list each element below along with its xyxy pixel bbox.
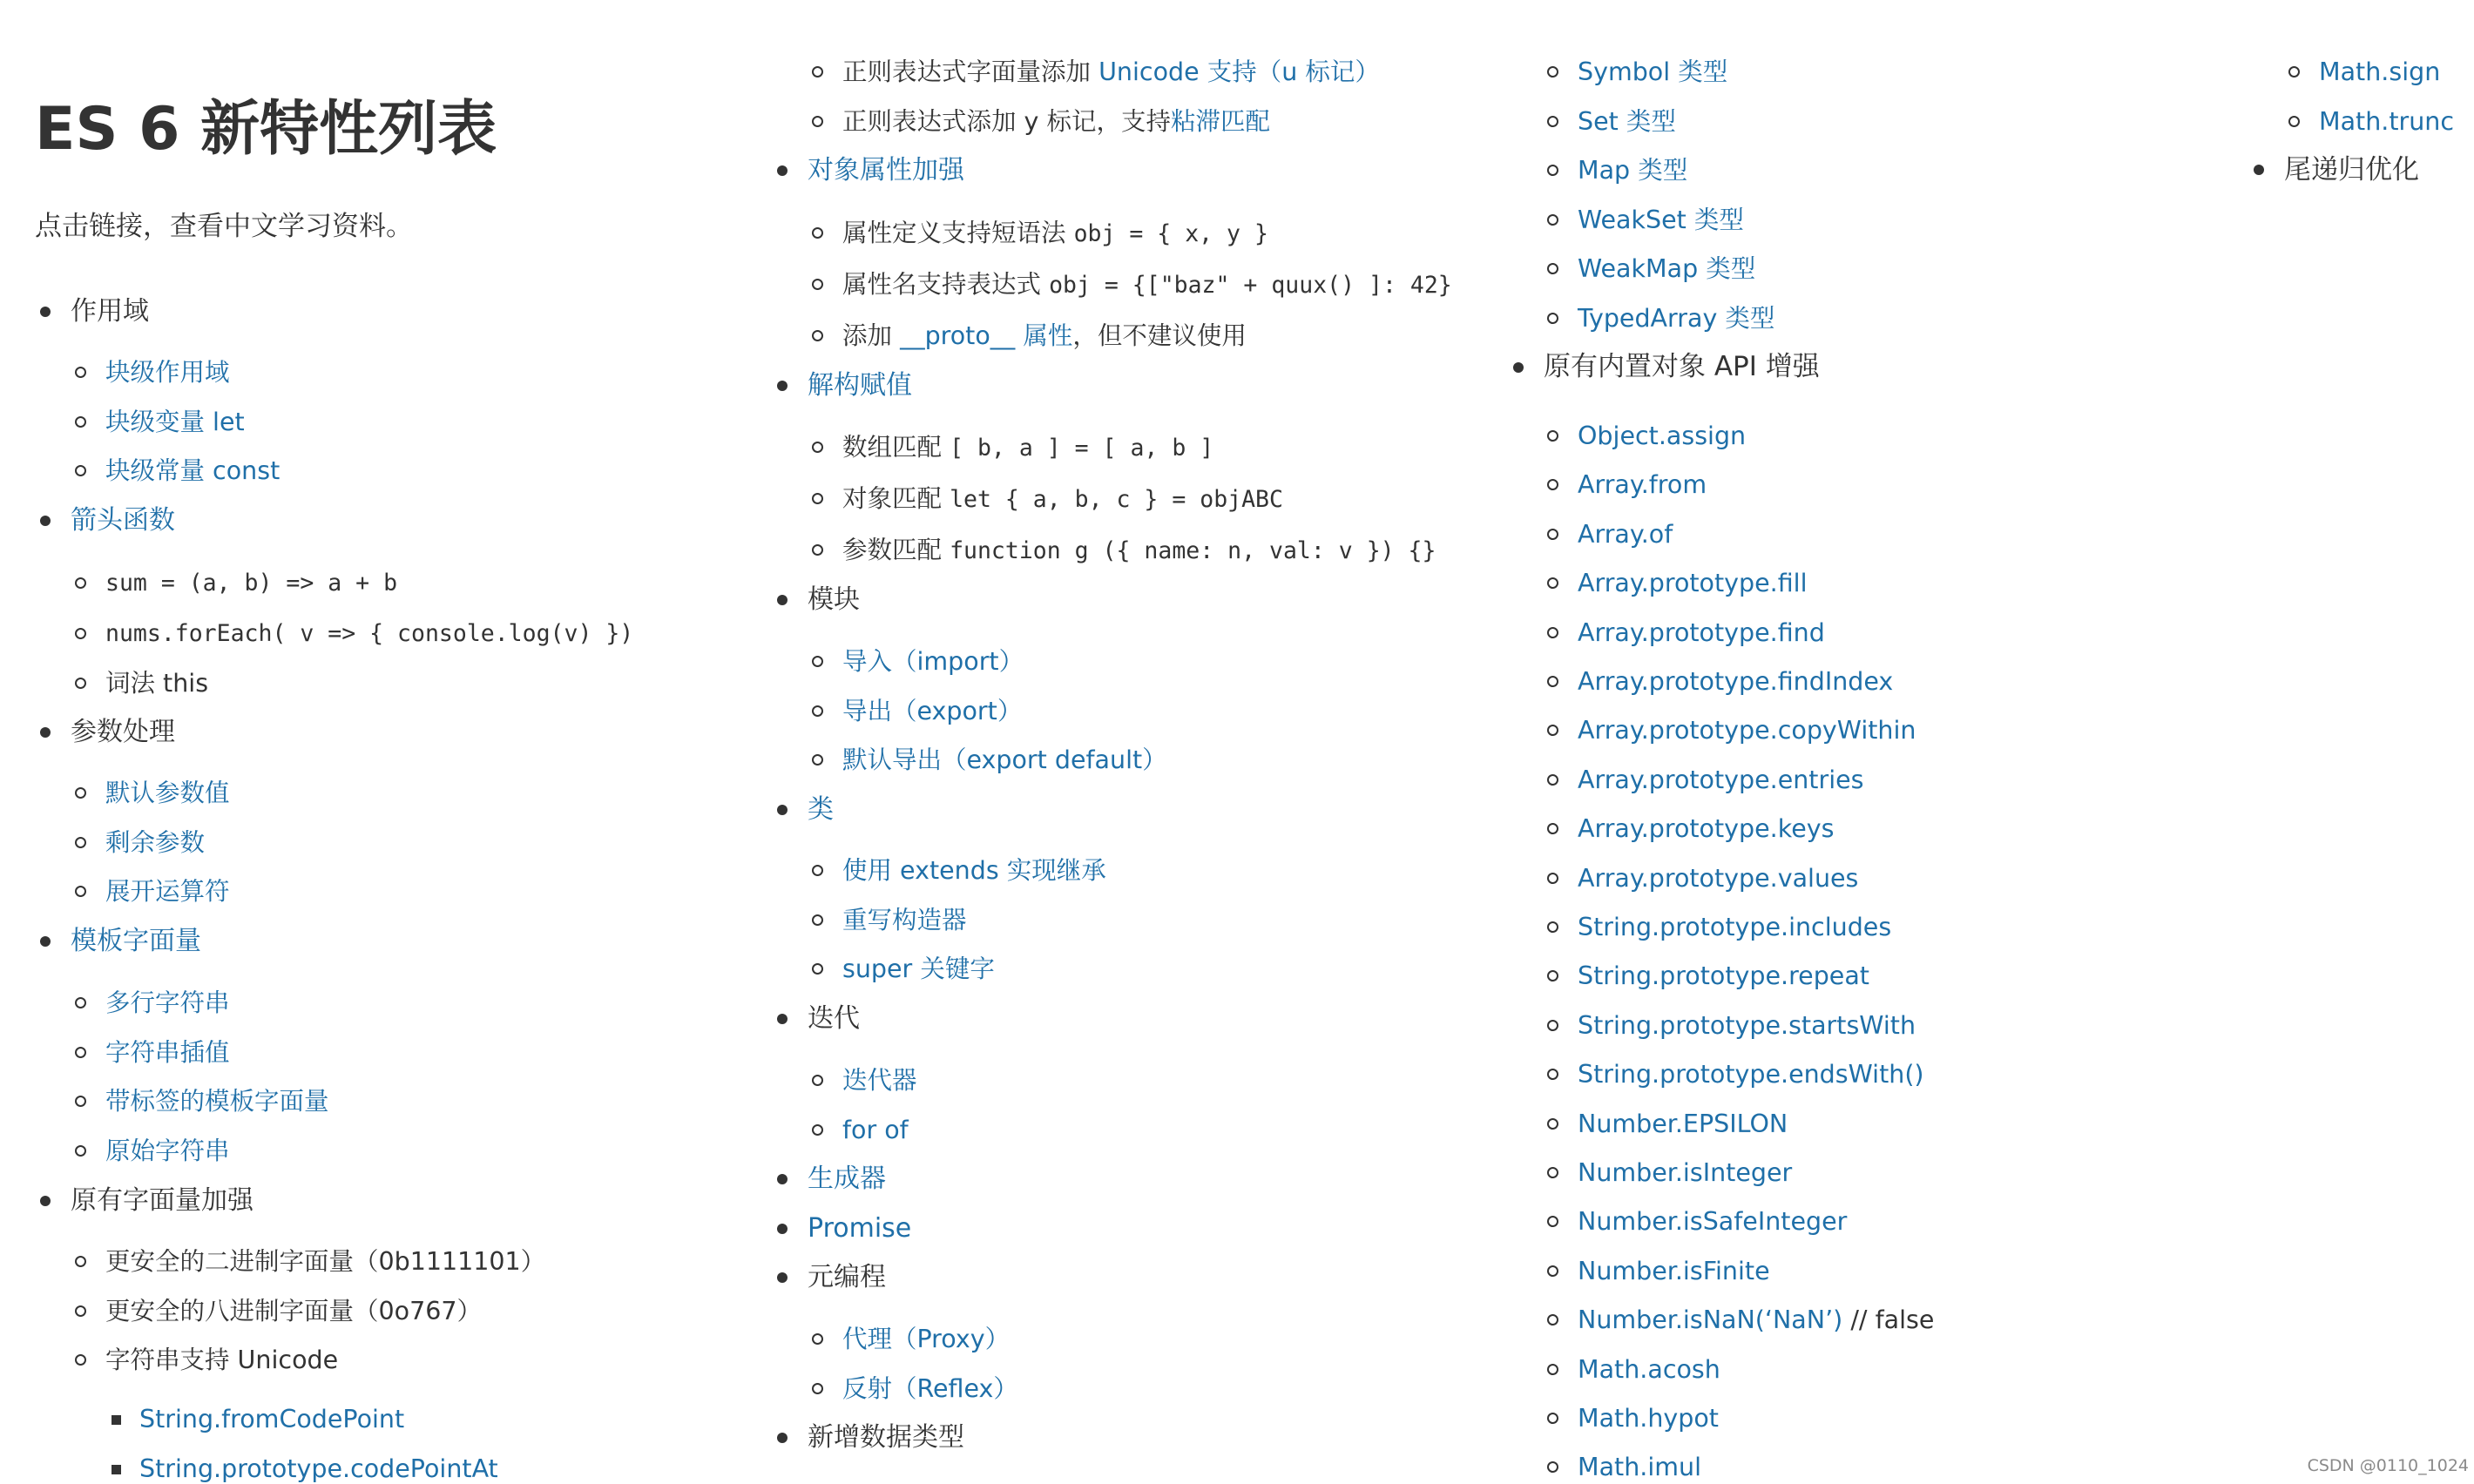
list-item-modules: 模块 [808, 584, 860, 615]
api-link[interactable]: Number.isInteger [1578, 1158, 1793, 1187]
api-link[interactable]: Object.assign [1578, 422, 1747, 450]
circle-bullet-icon [1547, 725, 1558, 736]
link-import[interactable]: 导入（import） [842, 647, 1024, 676]
circle-bullet-icon [1547, 577, 1558, 589]
link-code-point-at[interactable]: String.prototype.codePointAt [139, 1454, 498, 1483]
disc-bullet-icon [777, 805, 787, 815]
circle-bullet-icon [1547, 1265, 1558, 1277]
link-generator[interactable]: 生成器 [808, 1164, 886, 1194]
circle-bullet-icon [1547, 529, 1558, 540]
list-item-proto [842, 319, 1247, 354]
link-weakset[interactable]: WeakSet 类型 [1578, 206, 1744, 234]
list-item-regex-sticky [842, 105, 1270, 139]
circle-bullet-icon [75, 628, 86, 639]
disc-bullet-icon [40, 936, 51, 947]
circle-bullet-icon [812, 279, 823, 290]
list-item-builtin-enhance: 原有内置对象 API 增强 [1544, 351, 1820, 382]
intro-text: 点击链接，查看中文学习资料。 [35, 211, 413, 242]
circle-bullet-icon [75, 678, 86, 689]
api-link[interactable]: Array.prototype.entries [1578, 766, 1864, 794]
circle-bullet-icon [75, 465, 86, 476]
disc-bullet-icon [777, 1433, 787, 1443]
link-reflect[interactable]: 反射（Reflex） [842, 1374, 1018, 1403]
link-multiline[interactable]: 多行字符串 [105, 988, 230, 1017]
list-item-api [1578, 763, 1864, 798]
circle-bullet-icon [2288, 66, 2300, 78]
link-default-params[interactable]: 默认参数值 [105, 779, 230, 807]
circle-bullet-icon [812, 116, 823, 127]
circle-bullet-icon [812, 493, 823, 504]
code-shorthand: obj = { x, y } [1073, 220, 1268, 247]
circle-bullet-icon [812, 963, 823, 975]
link-math-trunc[interactable]: Math.trunc [2319, 107, 2455, 136]
link-object-props[interactable]: 对象属性加强 [808, 155, 964, 186]
list-item-array-match [842, 430, 1213, 466]
circle-bullet-icon [1547, 1069, 1558, 1080]
circle-bullet-icon [812, 442, 823, 453]
circle-bullet-icon [1547, 116, 1558, 127]
api-link[interactable]: Array.prototype.fill [1578, 569, 1808, 597]
link-map[interactable]: Map 类型 [1578, 156, 1688, 185]
circle-bullet-icon [812, 1075, 823, 1086]
circle-bullet-icon [812, 1383, 823, 1394]
link-weakmap[interactable]: WeakMap 类型 [1578, 254, 1756, 283]
list-item-api [1578, 1057, 1924, 1092]
link-class[interactable]: 类 [808, 794, 834, 825]
list-item-api [1578, 468, 1707, 503]
proto-suffix: ，但不建议使用 [1072, 321, 1247, 350]
list-item-api [1578, 910, 1891, 945]
circle-bullet-icon [75, 1047, 86, 1058]
list-item-metaprogramming: 元编程 [808, 1262, 886, 1292]
circle-bullet-icon [812, 865, 823, 876]
code-arrow-example-1: sum = (a, b) => a + b [105, 570, 398, 597]
disc-bullet-icon [1513, 362, 1524, 373]
code-arrow-example-2: nums.forEach( v => { console.log(v) }) [105, 620, 634, 647]
code-array-match: [ b, a ] = [ a, b ] [950, 435, 1214, 462]
circle-bullet-icon [1547, 921, 1558, 933]
circle-bullet-icon [1547, 970, 1558, 981]
array-match-prefix: 数组匹配 [842, 433, 950, 462]
circle-bullet-icon [812, 544, 823, 556]
disc-bullet-icon [777, 1272, 787, 1283]
list-item-api [1578, 713, 1916, 748]
list-item-api [1578, 664, 1893, 699]
list-item-api [1578, 1303, 1934, 1338]
disc-bullet-icon [40, 727, 51, 738]
disc-bullet-icon [777, 1014, 787, 1024]
circle-bullet-icon [1547, 313, 1558, 324]
link-regex-unicode[interactable]: Unicode 支持（u 标记） [1098, 57, 1380, 86]
disc-bullet-icon [2254, 165, 2264, 175]
circle-bullet-icon [75, 1145, 86, 1157]
disc-bullet-icon [40, 1196, 51, 1206]
list-item-literal-enhance: 原有字面量加强 [71, 1185, 253, 1216]
circle-bullet-icon [75, 837, 86, 848]
link-symbol[interactable]: Symbol 类型 [1578, 57, 1728, 86]
link-rest-params[interactable]: 剩余参数 [105, 828, 206, 857]
link-destructuring[interactable]: 解构赋值 [808, 370, 912, 401]
param-match-prefix: 参数匹配 [842, 536, 950, 564]
link-interpolation[interactable]: 字符串插值 [105, 1038, 230, 1067]
circle-bullet-icon [812, 66, 823, 78]
circle-bullet-icon [812, 1333, 823, 1345]
disc-bullet-icon [40, 307, 51, 317]
circle-bullet-icon [812, 656, 823, 667]
circle-bullet-icon [1547, 1314, 1558, 1325]
list-item-api [1578, 1254, 1770, 1289]
link-for-of[interactable]: for of [842, 1116, 909, 1144]
square-bullet-icon [112, 1415, 121, 1425]
list-item-computed-props [842, 267, 1452, 303]
object-match-prefix: 对象匹配 [842, 484, 950, 513]
circle-bullet-icon [75, 1256, 86, 1267]
list-item-object-match [842, 482, 1283, 517]
circle-bullet-icon [1547, 823, 1558, 834]
list-item-unicode-string: 字符串支持 Unicode [105, 1346, 339, 1374]
circle-bullet-icon [75, 577, 86, 589]
api-link[interactable]: Array.prototype.copyWithin [1578, 716, 1916, 745]
list-item-shorthand [842, 216, 1268, 252]
link-tagged-template[interactable]: 带标签的模板字面量 [105, 1087, 329, 1116]
circle-bullet-icon [1547, 1020, 1558, 1031]
api-link[interactable]: Array.prototype.values [1578, 864, 1859, 893]
link-spread[interactable]: 展开运算符 [105, 877, 230, 906]
watermark: CSDN @0110_1024 [2307, 1456, 2469, 1475]
list-item-api [1578, 419, 1746, 454]
proto-prefix: 添加 [842, 321, 901, 350]
circle-bullet-icon [75, 997, 86, 1008]
circle-bullet-icon [1547, 1118, 1558, 1130]
circle-bullet-icon [812, 754, 823, 766]
list-item-api [1578, 1107, 1788, 1142]
link-export[interactable]: 导出（export） [842, 697, 1023, 725]
link-extends[interactable]: 使用 extends 实现继承 [842, 856, 1106, 885]
api-link[interactable]: Array.prototype.keys [1578, 814, 1835, 843]
link-math-sign[interactable]: Math.sign [2319, 57, 2441, 86]
list-item-param-match [842, 533, 1436, 569]
circle-bullet-icon [75, 367, 86, 378]
link-template-literals[interactable]: 模板字面量 [71, 926, 201, 956]
list-item-new-types: 新增数据类型 [808, 1422, 964, 1453]
list-item-api [1578, 1401, 1719, 1436]
link-constructor[interactable]: 重写构造器 [842, 906, 967, 934]
link-block-let[interactable]: 块级变量 let [105, 408, 245, 436]
link-from-code-point[interactable]: String.fromCodePoint [139, 1405, 405, 1433]
circle-bullet-icon [75, 1354, 86, 1366]
circle-bullet-icon [1547, 1413, 1558, 1424]
list-item-api [1578, 1450, 1701, 1484]
shorthand-prefix: 属性定义支持短语法 [842, 219, 1074, 247]
circle-bullet-icon [812, 330, 823, 341]
code-object-match: let { a, b, c } = objABC [950, 486, 1283, 513]
list-item-regex-unicode [842, 55, 1380, 90]
circle-bullet-icon [1547, 627, 1558, 638]
list-item-iteration: 迭代 [808, 1003, 860, 1034]
list-item-scope: 作用域 [71, 296, 149, 327]
circle-bullet-icon [1547, 430, 1558, 442]
list-item-api [1578, 861, 1858, 896]
list-item-binary-literal: 更安全的二进制字面量（0b1111101） [105, 1247, 546, 1276]
link-export-default[interactable]: 默认导出（export default） [842, 745, 1167, 774]
list-item-api [1578, 1156, 1792, 1191]
api-link[interactable]: Number.isNaN(‘NaN’) [1578, 1305, 1843, 1334]
computed-prefix: 属性名支持表达式 [842, 270, 1050, 299]
list-item-api [1578, 616, 1825, 651]
circle-bullet-icon [812, 705, 823, 717]
link-block-scope[interactable]: 块级作用域 [105, 358, 230, 387]
circle-bullet-icon [75, 1096, 86, 1107]
api-link[interactable]: Array.of [1578, 520, 1673, 549]
circle-bullet-icon [75, 416, 86, 428]
api-link[interactable]: Math.imul [1578, 1453, 1702, 1481]
circle-bullet-icon [812, 227, 823, 239]
circle-bullet-icon [75, 787, 86, 799]
api-link[interactable]: Math.hypot [1578, 1404, 1719, 1433]
code-computed: obj = {["baz" + quux() ]: 42} [1049, 272, 1452, 299]
regex-unicode-prefix: 正则表达式字面量添加 [842, 57, 1099, 86]
circle-bullet-icon [75, 886, 86, 897]
api-link[interactable]: Number.isFinite [1578, 1257, 1770, 1285]
api-link[interactable]: Array.prototype.findIndex [1578, 667, 1894, 696]
circle-bullet-icon [1547, 873, 1558, 884]
link-sticky-match[interactable]: 粘滞匹配 [1171, 107, 1271, 136]
list-item-api [1578, 1204, 1847, 1239]
circle-bullet-icon [1547, 214, 1558, 226]
link-promise[interactable]: Promise [808, 1213, 912, 1244]
circle-bullet-icon [1547, 1364, 1558, 1375]
list-item-lexical-this: 词法 this [105, 669, 209, 698]
circle-bullet-icon [812, 1124, 823, 1136]
link-super[interactable]: super 关键字 [842, 954, 995, 983]
api-link[interactable]: Math.acosh [1578, 1355, 1720, 1384]
api-link[interactable]: String.prototype.repeat [1578, 961, 1869, 990]
api-link[interactable]: String.prototype.includes [1578, 913, 1892, 941]
disc-bullet-icon [40, 516, 51, 526]
link-arrow-functions[interactable]: 箭头函数 [71, 505, 175, 536]
disc-bullet-icon [777, 1224, 787, 1234]
list-item-api [1578, 812, 1834, 847]
circle-bullet-icon [2288, 116, 2300, 127]
list-item-octal-literal: 更安全的八进制字面量（0o767） [105, 1297, 482, 1325]
link-proxy[interactable]: 代理（Proxy） [842, 1325, 1011, 1353]
circle-bullet-icon [1547, 676, 1558, 687]
link-typedarray[interactable]: TypedArray 类型 [1578, 304, 1775, 333]
circle-bullet-icon [1547, 1167, 1558, 1178]
isnan-comment: // false [1842, 1305, 1935, 1334]
list-item-tail-call: 尾递归优化 [2284, 154, 2419, 186]
disc-bullet-icon [777, 595, 787, 605]
list-item-api [1578, 566, 1808, 601]
list-item-api [1578, 1352, 1720, 1387]
circle-bullet-icon [1547, 1461, 1558, 1473]
link-set[interactable]: Set 类型 [1578, 107, 1676, 136]
disc-bullet-icon [777, 381, 787, 391]
circle-bullet-icon [812, 914, 823, 926]
disc-bullet-icon [777, 165, 787, 176]
list-item-params: 参数处理 [71, 717, 175, 747]
disc-bullet-icon [777, 1174, 787, 1184]
api-link[interactable]: Array.from [1578, 470, 1707, 499]
code-param-match: function g ({ name: n, val: v }) {} [950, 537, 1436, 564]
link-block-const[interactable]: 块级常量 const [105, 456, 281, 485]
regex-sticky-prefix: 正则表达式添加 y 标记，支持 [842, 107, 1171, 136]
link-proto[interactable]: __proto__ 属性 [900, 321, 1073, 350]
api-link[interactable]: Number.EPSILON [1578, 1110, 1788, 1138]
api-link[interactable]: String.prototype.startsWith [1578, 1011, 1916, 1040]
link-iterator[interactable]: 迭代器 [842, 1066, 917, 1095]
api-link[interactable]: Array.prototype.find [1578, 618, 1825, 647]
circle-bullet-icon [1547, 66, 1558, 78]
page-title: ES 6 新特性列表 [35, 95, 497, 164]
square-bullet-icon [112, 1465, 121, 1474]
circle-bullet-icon [1547, 1216, 1558, 1227]
circle-bullet-icon [75, 1305, 86, 1317]
list-item-api [1578, 959, 1869, 994]
list-item-api [1578, 1008, 1916, 1043]
circle-bullet-icon [1547, 165, 1558, 176]
list-item-api [1578, 517, 1673, 552]
api-link[interactable]: String.prototype.endsWith() [1578, 1060, 1924, 1089]
circle-bullet-icon [1547, 774, 1558, 786]
circle-bullet-icon [1547, 479, 1558, 490]
link-raw-string[interactable]: 原始字符串 [105, 1137, 230, 1165]
circle-bullet-icon [1547, 263, 1558, 274]
api-link[interactable]: Number.isSafeInteger [1578, 1207, 1848, 1236]
